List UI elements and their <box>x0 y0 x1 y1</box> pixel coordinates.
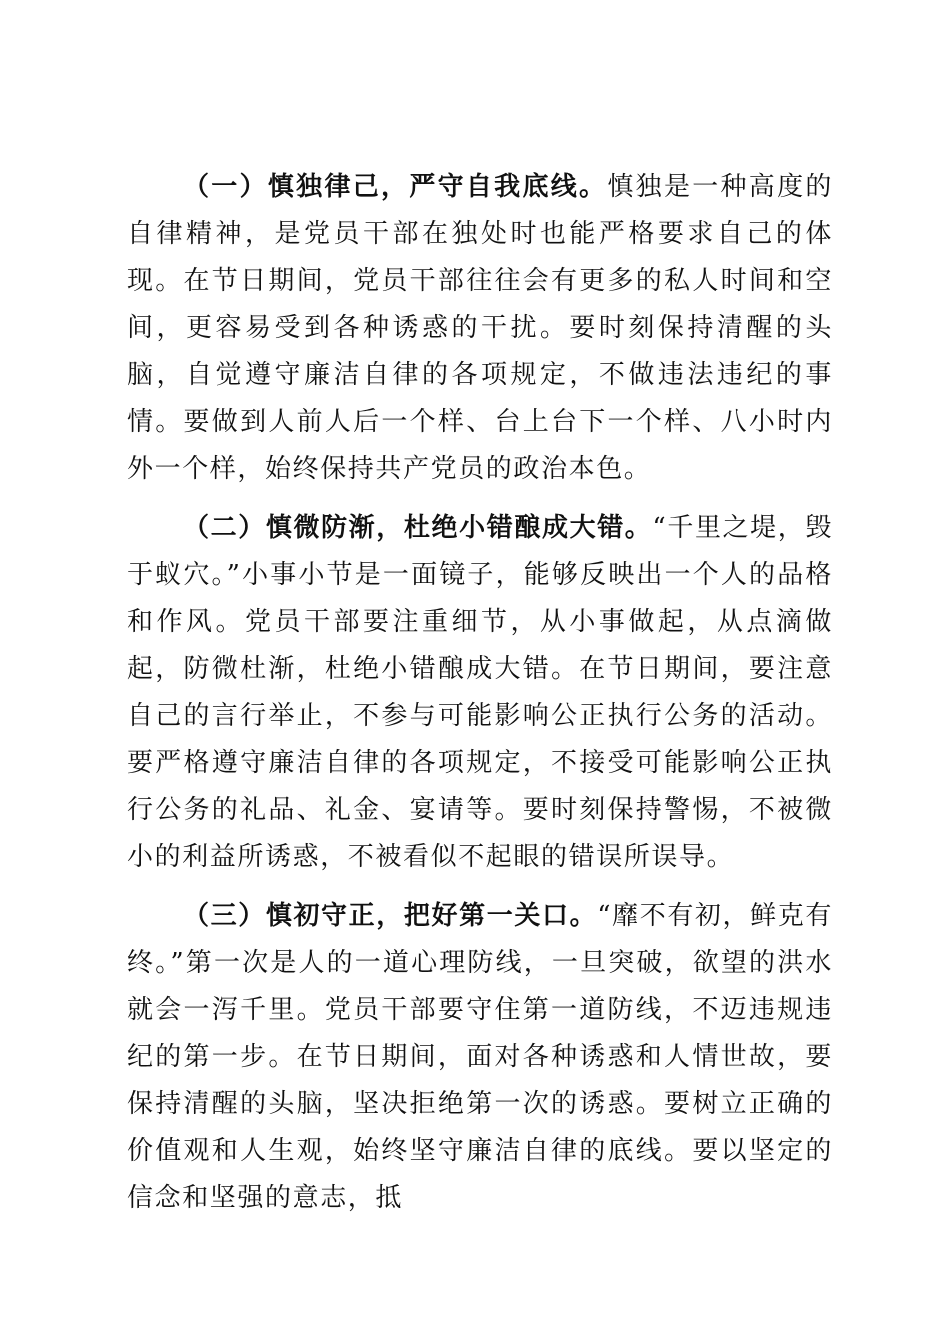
paragraph-3 <box>127 893 833 1222</box>
paragraph-2 <box>127 505 833 881</box>
paragraph-3-heading: （三）慎初守正，把好第一关口。 <box>183 901 598 931</box>
paragraph-1-heading: （一）慎独律己，严守自我底线。 <box>183 172 608 202</box>
paragraph-1-text: 慎独是一种高度的自律精神，是党员干部在独处时也能严格要求自己的体现。在节日期间，党员干部往往会有更多的私人时间和空间，更容易受到各种诱惑的干扰。要时刻保持清醒的头脑，自觉遵守廉洁自律的各项规定，不做违法违纪的事情。要做到人前人后一个样、台上台下一个样、八小时内外一个样，始终保持共产党员的政治本色。 <box>127 172 833 484</box>
paragraph-1 <box>127 164 833 493</box>
paragraph-2-heading: （二）慎微防渐，杜绝小错酿成大错。 <box>183 513 653 543</box>
paragraph-3-text: “靡不有初，鲜克有终。”第一次是人的一道心理防线，一旦突破，欲望的洪水就会一泻千里。党员干部要守住第一道防线，不迈违规违纪的第一步。在节日期间，面对各种诱惑和人情世故，要保持清醒的头脑，坚决拒绝第一次的诱惑。要树立正确的价值观和人生观，始终坚守廉洁自律的底线。要以坚定的信念和坚强的意志，抵 <box>127 901 833 1213</box>
paragraph-2-text: “千里之堤，毁于蚁穴。”小事小节是一面镜子，能够反映出一个人的品格和作风。党员干部要注重细节，从小事做起，从点滴做起，防微杜渐，杜绝小错酿成大错。在节日期间，要注意自己的言行举止，不参与可能影响公正执行公务的活动。要严格遵守廉洁自律的各项规定，不接受可能影响公正执行公务的礼品、礼金、宴请等。要时刻保持警惕，不被微小的利益所诱惑，不被看似不起眼的错误所误导。 <box>127 513 833 872</box>
document-body <box>127 164 833 1234</box>
